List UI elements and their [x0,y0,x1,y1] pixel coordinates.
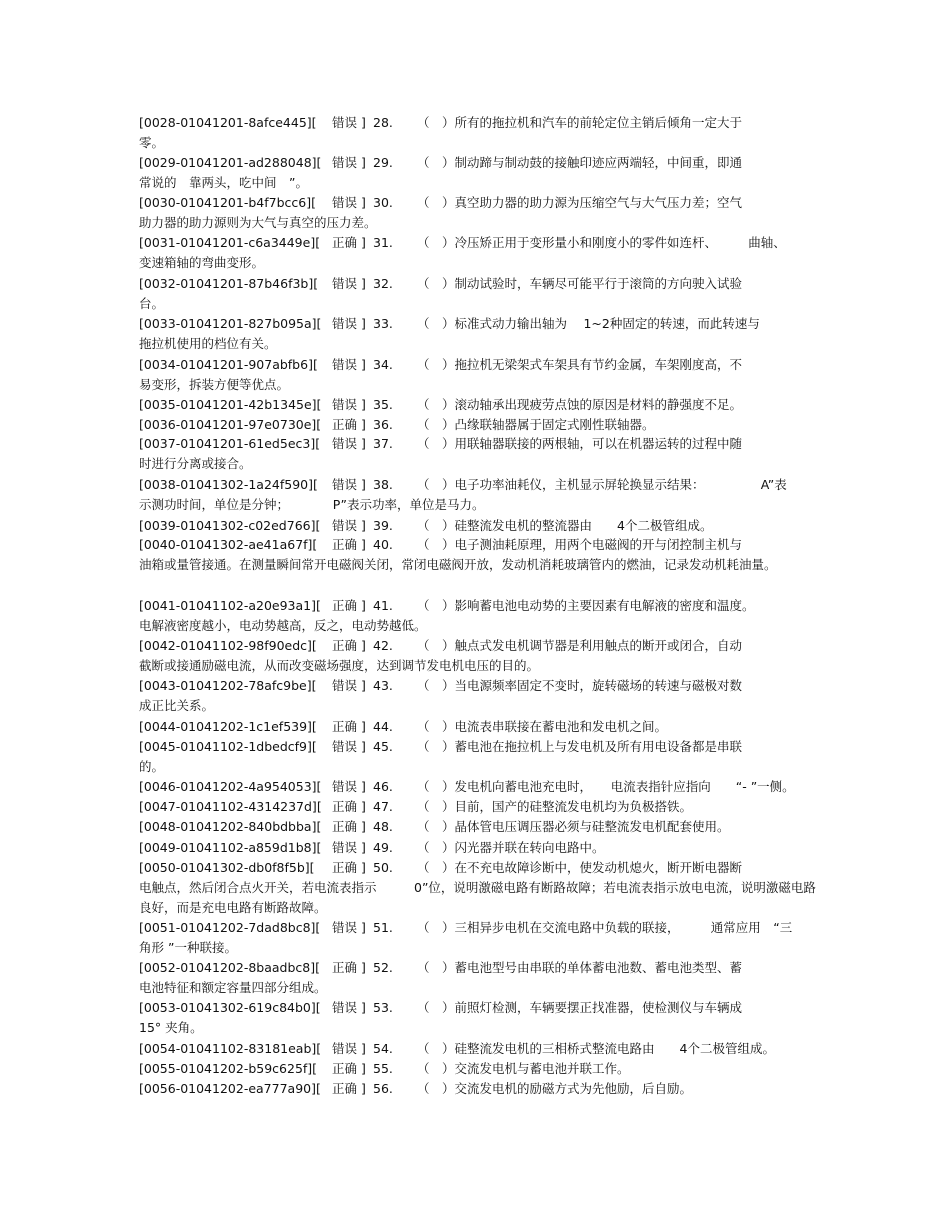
question-text: （ ）凸缘联轴器属于固定式刚性联轴器。 [417,417,655,432]
question-judgement: 错误 ] [332,155,366,170]
question-item [139,434,819,474]
question-code: [0033-01041201-827b095a][ [139,316,322,331]
question-text: （ ）发电机向蓄电池充电时， 电流表指针应指向 “- ”一侧。 [417,779,795,794]
question-code: [0048-01041202-840bdbba][ [139,819,322,834]
question-continuation: 易变形，拆装方便等优点。 [139,377,290,392]
question-text: （ ）硅整流发电机的整流器由 4个二极管组成。 [417,518,713,533]
question-judgement: 错误 ] [332,920,366,935]
question-number: 41. [373,598,393,613]
question-code: [0031-01041201-c6a3449e][ [139,235,321,250]
question-text: （ ）标准式动力输出轴为 1~2种固定的转速，而此转速与 [417,316,760,331]
question-first-line [139,314,819,334]
question-judgement: 正确 ] [332,960,366,975]
question-text: （ ）制动蹄与制动鼓的接触印迹应两端轻，中间重，即通 [417,155,743,170]
question-code: [0046-01041202-4a954053][ [139,779,322,794]
question-code: [0043-01041202-78afc9be][ [139,678,317,693]
question-text: （ ）目前，国产的硅整流发电机均为负极搭铁。 [417,799,693,814]
question-continuation: 角形 ”一种联接。 [139,940,237,955]
question-code: [0037-01041201-61ed5ec3][ [139,436,321,451]
question-number: 49. [373,840,393,855]
question-judgement: 错误 ] [332,357,366,372]
question-judgement: 错误 ] [332,739,366,754]
question-number: 32. [373,276,393,291]
question-number: 53. [373,1000,393,1015]
question-judgement: 正确 ] [332,598,366,613]
question-number: 37. [373,436,393,451]
question-continuation: 零。 [139,135,165,150]
question-item [139,817,819,837]
question-judgement: 错误 ] [332,436,366,451]
question-continuation: 截断或接通励磁电流，从而改变磁场强度，达到调节发电机电压的目的。 [139,658,540,673]
question-number: 35. [373,397,393,412]
question-text: （ ）所有的拖拉机和汽车的前轮定位主销后倾角一定大于 [417,115,743,130]
question-judgement: 错误 ] [332,518,366,533]
question-item [139,596,819,636]
question-code: [0034-01041201-907abfb6][ [139,357,318,372]
question-item [139,737,819,777]
question-number: 40. [373,537,393,552]
question-text: （ ）三相异步电机在交流电路中负载的联接， 通常应用 “三 [417,920,793,935]
question-text: （ ）制动试验时，车辆尽可能平行于滚筒的方向驶入试验 [417,276,743,291]
question-text: （ ）电子功率油耗仪，主机显示屏轮换显示结果： A”表 [417,477,787,492]
question-judgement: 正确 ] [332,819,366,834]
question-first-line [139,676,819,696]
question-continuation: 电解液密度越小，电动势越高，反之，电动势越低。 [139,618,427,633]
question-first-line [139,596,819,616]
question-continuation: 时进行分离或接合。 [139,456,252,471]
question-continuation: 15° 夹角。 [139,1020,203,1035]
question-first-line [139,918,819,938]
question-number: 48. [373,819,393,834]
question-item [139,274,819,314]
question-number: 28. [373,115,393,130]
question-item [139,636,819,676]
question-item [139,676,819,716]
question-item [139,998,819,1038]
question-judgement: 正确 ] [332,417,366,432]
question-number: 54. [373,1041,393,1056]
question-number: 47. [373,799,393,814]
question-judgement: 错误 ] [332,1000,366,1015]
question-code: [0042-01041102-98f90edc][ [139,638,317,653]
question-text: （ ）交流发电机的励磁方式为先他励，后自励。 [417,1081,693,1096]
question-item [139,858,819,918]
question-item [139,777,819,797]
question-judgement: 错误 ] [332,779,366,794]
question-continuation: 油箱或量管接通。在测量瞬间常开电磁阀关闭，常闭电磁阀开放，发动机消耗玻璃管内的燃油，记录发动机耗油量。 [139,557,777,572]
question-code: [0056-01041202-ea777a90][ [139,1081,321,1096]
question-first-line [139,1039,819,1059]
question-continuation: 的。 [139,759,165,774]
question-continuation: 示测功时间，单位是分钟； P”表示功率，单位是马力。 [139,497,485,512]
question-text: （ ）拖拉机无梁架式车架具有节约金属，车架刚度高，不 [417,357,743,372]
question-number: 43. [373,678,393,693]
question-continuation: 成正比关系。 [139,698,215,713]
question-first-line [139,958,819,978]
question-code: [0032-01041201-87b46f3b][ [139,276,319,291]
question-judgement: 错误 ] [332,477,366,492]
question-text: （ ）晶体管电压调压器必须与硅整流发电机配套使用。 [417,819,730,834]
question-number: 46. [373,779,393,794]
question-first-line [139,797,819,817]
question-code: [0049-01041102-a859d1b8][ [139,840,322,855]
question-item [139,314,819,354]
question-first-line [139,817,819,837]
question-item [139,415,819,435]
question-judgement: 正确 ] [332,799,366,814]
question-continuation: 电触点，然后闭合点火开关，若电流表指示 0”位，说明激磁电路有断路故障；若电流表指示放电电流，说明激磁电路良好，而是充电电路有断路故障。 [139,880,816,915]
question-judgement: 错误 ] [332,1041,366,1056]
question-code: [0035-01041201-42b1345e][ [139,397,322,412]
question-item [139,153,819,193]
question-code: [0047-01041102-4314237d][ [139,799,322,814]
question-item [139,918,819,958]
question-number: 44. [373,719,393,734]
question-number: 45. [373,739,393,754]
question-text: （ ）用联轴器联接的两根轴，可以在机器运转的过程中随 [417,436,743,451]
question-item [139,233,819,273]
question-judgement: 正确 ] [332,1061,366,1076]
question-item [139,717,819,737]
question-item [139,1079,819,1099]
question-judgement: 正确 ] [332,1081,366,1096]
question-item [139,516,819,536]
question-first-line [139,858,819,878]
question-text: （ ）在不充电故障诊断中，使发动机熄火，断开断电器断 [417,860,743,875]
question-first-line [139,717,819,737]
question-code: [0041-01041102-a20e93a1][ [139,598,321,613]
question-first-line [139,475,819,495]
question-continuation: 变速箱轴的弯曲变形。 [139,255,265,270]
question-first-line [139,516,819,536]
question-judgement: 正确 ] [332,860,366,875]
question-number: 34. [373,357,393,372]
question-continuation: 电池特征和额定容量四部分组成。 [139,980,327,995]
question-first-line [139,415,819,435]
question-number: 36. [373,417,393,432]
question-item [139,797,819,817]
question-judgement: 错误 ] [332,316,366,331]
question-first-line [139,153,819,173]
question-item [139,475,819,515]
question-item [139,535,819,575]
question-first-line [139,395,819,415]
question-code: [0053-01041302-619c84b0][ [139,1000,321,1015]
question-text: （ ）电流表串联接在蓄电池和发电机之间。 [417,719,668,734]
question-judgement: 错误 ] [332,276,366,291]
question-code: [0029-01041201-ad288048][ [139,155,322,170]
question-code: [0039-01041302-c02ed766][ [139,518,321,533]
question-code: [0028-01041201-8afce445][ [139,115,317,130]
question-continuation: 助力器的助力源则为大气与真空的压力差。 [139,215,377,230]
question-code: [0051-01041202-7dad8bc8][ [139,920,321,935]
question-judgement: 正确 ] [332,235,366,250]
question-text: （ ）闪光器并联在转向电路中。 [417,840,605,855]
question-first-line [139,355,819,375]
question-code: [0044-01041202-1c1ef539][ [139,719,317,734]
question-number: 33. [373,316,393,331]
question-text: （ ）冷压矫正用于变形量小和刚度小的零件如连杆、 曲轴、 [417,235,786,250]
question-text: （ ）滚动轴承出现疲劳点蚀的原因是材料的静强度不足。 [417,397,743,412]
question-text: （ ）硅整流发电机的三相桥式整流电路由 4个二极管组成。 [417,1041,775,1056]
question-judgement: 正确 ] [332,719,366,734]
question-item [139,193,819,233]
question-item [139,395,819,415]
question-first-line [139,233,819,253]
question-text: （ ）触点式发电机调节器是利用触点的断开或闭合，自动 [417,638,743,653]
question-judgement: 正确 ] [332,638,366,653]
question-number: 42. [373,638,393,653]
question-code: [0030-01041201-b4f7bcc6][ [139,195,316,210]
question-text: （ ）真空助力器的助力源为压缩空气与大气压力差；空气 [417,195,743,210]
question-code: [0045-01041102-1dbedcf9][ [139,739,317,754]
question-judgement: 错误 ] [332,397,366,412]
question-number: 29. [373,155,393,170]
question-first-line [139,777,819,797]
question-first-line [139,838,819,858]
question-item [139,838,819,858]
question-continuation: 常说的 靠两头，吃中间 ”。 [139,175,308,190]
question-first-line [139,274,819,294]
question-item [139,355,819,395]
question-judgement: 正确 ] [332,537,366,552]
question-text: （ ）前照灯检测，车辆要摆正找准器，使检测仪与车辆成 [417,1000,743,1015]
question-number: 39. [373,518,393,533]
question-text: （ ）当电源频率固定不变时，旋转磁场的转速与磁极对数 [417,678,743,693]
question-number: 51. [373,920,393,935]
question-first-line [139,1079,819,1099]
question-judgement: 错误 ] [332,840,366,855]
question-item [139,958,819,998]
question-item [139,1059,819,1079]
question-item [139,1039,819,1059]
question-judgement: 错误 ] [332,195,366,210]
question-text: （ ）蓄电池在拖拉机上与发电机及所有用电设备都是串联 [417,739,743,754]
question-item [139,113,819,153]
question-text: （ ）影响蓄电池电动势的主要因素有电解液的密度和温度。 [417,598,755,613]
question-first-line [139,113,819,133]
question-first-line [139,535,819,555]
question-text: （ ）蓄电池型号由串联的单体蓄电池数、蓄电池类型、蓄 [417,960,743,975]
question-text: （ ）电子测油耗原理，用两个电磁阀的开与闭控制主机与 [417,537,743,552]
question-judgement: 错误 ] [332,115,366,130]
question-number: 56. [373,1081,393,1096]
question-code: [0052-01041202-8baadbc8][ [139,960,320,975]
question-number: 55. [373,1061,393,1076]
question-code: [0050-01041302-db0f8f5b][ [139,860,315,875]
question-number: 50. [373,860,393,875]
question-first-line [139,193,819,213]
question-number: 38. [373,477,393,492]
question-code: [0054-01041102-83181eab][ [139,1041,322,1056]
question-number: 52. [373,960,393,975]
question-number: 30. [373,195,393,210]
question-first-line [139,737,819,757]
question-code: [0038-01041302-1a24f590][ [139,477,318,492]
question-first-line [139,434,819,454]
question-text: （ ）交流发电机与蓄电池并联工作。 [417,1061,630,1076]
question-code: [0036-01041201-97e0730e][ [139,417,322,432]
question-number: 31. [373,235,393,250]
question-first-line [139,1059,819,1079]
question-first-line [139,998,819,1018]
question-code: [0055-01041202-b59c625f][ [139,1061,318,1076]
question-code: [0040-01041302-ae41a67f][ [139,537,318,552]
question-first-line [139,636,819,656]
question-judgement: 错误 ] [332,678,366,693]
question-continuation: 拖拉机使用的档位有关。 [139,336,277,351]
question-continuation: 台。 [139,296,165,311]
